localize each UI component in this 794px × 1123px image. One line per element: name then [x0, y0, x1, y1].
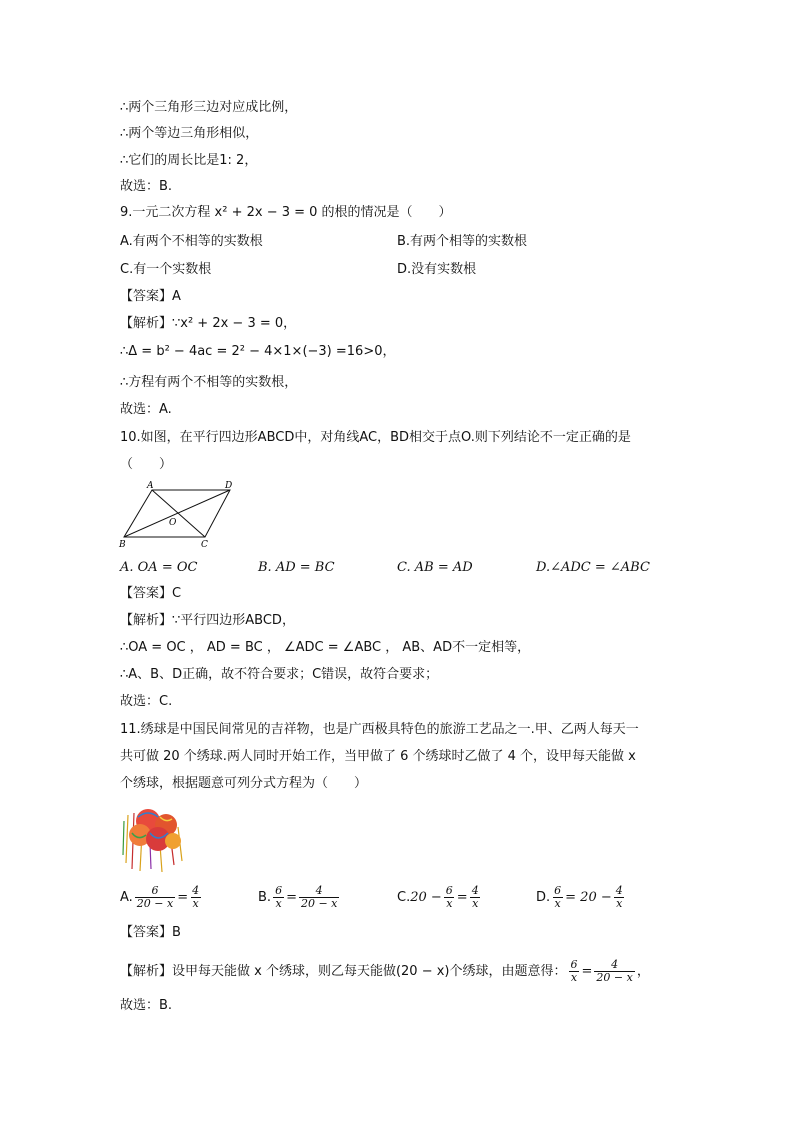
explanation-9-line: ∴方程有两个不相等的实数根，: [120, 375, 298, 390]
question-10-paren: （ ）: [120, 457, 173, 472]
explanation-9-line: 【解析】∵x² + 2x − 3 = 0，: [120, 316, 297, 331]
question-11: 个绣球，根据题意可列分式方程为（ ）: [120, 776, 368, 791]
explanation-10-line: ∴A、B、D正确，故不符合要求；C错误，故符合要求；: [120, 667, 439, 682]
q10-option-b: B. AD = BC: [258, 560, 335, 575]
diagonal-ac: [152, 490, 205, 537]
q9-option-b: B.有两个相等的实数根: [397, 234, 528, 249]
q10-option-a: A. OA = OC: [120, 560, 198, 575]
q10-option-d: D.∠ADC = ∠ABC: [536, 560, 650, 575]
center-label-o: O: [169, 518, 177, 528]
answer-9: 【答案】A: [120, 289, 181, 304]
q10-option-c: C. AB = AD: [397, 560, 473, 575]
q11-option-a: A. $\frac{6}{20 - x}$ = $\frac{4}{x}$: [120, 884, 200, 910]
question-10: 10.如图，在平行四边形ABCD中，对角线AC，BD相交于点O.则下列结论不一定正确的是: [120, 430, 631, 445]
vertex-label-c: C: [201, 540, 208, 550]
embroidered-ball-image: [120, 803, 188, 873]
q9-option-d: D.没有实数根: [397, 262, 477, 277]
explanation-11-line: 故选：B.: [120, 998, 173, 1013]
vertex-label-d: D: [225, 481, 233, 491]
solution-line: ∴两个三角形三边对应成比例，: [120, 100, 298, 115]
answer-11: 【答案】B: [120, 925, 181, 940]
question-9: 9.一元二次方程 x² + 2x − 3 = 0 的根的情况是（ ）: [120, 205, 452, 220]
explanation-10-line: ∴OA = OC ， AD = BC ， ∠ADC = ∠ABC ， AB、AD不一定相等，: [120, 640, 531, 655]
solution-line: 故选：B.: [120, 179, 173, 194]
parallelogram-figure: [117, 480, 239, 550]
q11-option-d: D. $\frac{6}{x}$ = 20 − $\frac{4}{x}$: [536, 884, 623, 910]
explanation-9-line: ∴Δ = b² − 4ac = 2² − 4×1×(−3) =16>0，: [120, 344, 396, 359]
q11-option-b: B. $\frac{6}{x}$ = $\frac{4}{20 - x}$: [258, 884, 338, 910]
explanation-10-line: 【解析】∵平行四边形ABCD，: [120, 613, 295, 628]
solution-line: ∴它们的周长比是1: 2，: [120, 153, 258, 168]
question-11: 11.绣球是中国民间常见的吉祥物，也是广西极具特色的旅游工艺品之一.甲、乙两人每天一: [120, 722, 639, 737]
answer-10: 【答案】C: [120, 586, 182, 601]
explanation-10-line: 故选：C.: [120, 694, 173, 709]
vertex-label-a: A: [147, 481, 154, 491]
explanation-9-line: 故选：A.: [120, 402, 172, 417]
q11-option-c: C.20 − $\frac{6}{x}$ = $\frac{4}{x}$: [397, 884, 479, 910]
solution-line: ∴两个等边三角形相似，: [120, 126, 259, 141]
question-11: 共可做 20 个绣球.两人同时开始工作，当甲做了 6 个绣球时乙做了 4 个，设甲每天能做 x: [120, 749, 636, 764]
explanation-11-line: 【解析】设甲每天能做 x 个绣球，则乙每天能做(20 − x)个绣球，由题意得： $\frac{6}{x}$ = $\frac{4}{20 - x}$ ，: [120, 958, 650, 984]
q9-option-a: A.有两个不相等的实数根: [120, 234, 263, 249]
diagonal-bd: [124, 490, 230, 537]
vertex-label-b: B: [119, 540, 126, 550]
q9-option-c: C.有一个实数根: [120, 262, 212, 277]
